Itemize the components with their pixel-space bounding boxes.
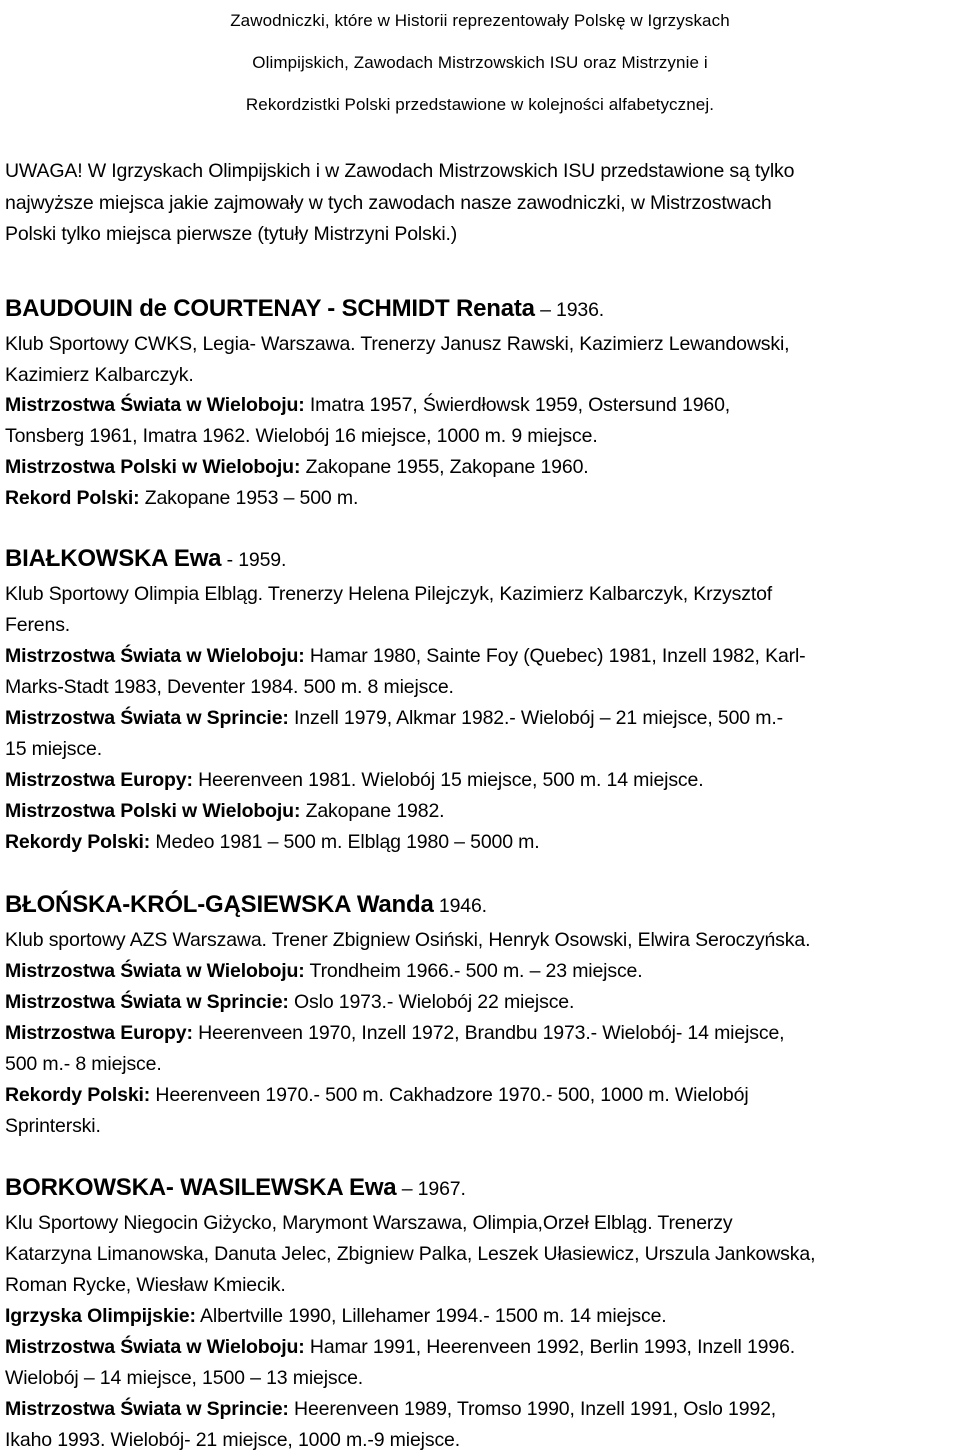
title-line: Olimpijskich, Zawodach Mistrzowskich ISU oraz Mistrzynie i (252, 53, 708, 72)
polish-records: Rekordy Polski: Heerenveen 1970.- 500 m. Cakhadzore 1970.- 500, 1000 m. Wielobój (5, 1084, 749, 1106)
world-championship-allround: Mistrzostwa Świata w Wieloboju: Trondheim 1966.- 500 m. – 23 miejsce. (5, 960, 643, 982)
athlete-name: BŁOŃSKA-KRÓL-GĄSIEWSKA Wanda (5, 891, 434, 918)
athlete-club: Klub Sportowy CWKS, Legia- Warszawa. Trenerzy Janusz Rawski, Kazimierz Lewandowski, (5, 333, 790, 355)
world-championship-sprint: Mistrzostwa Świata w Sprincie: Heerenveen 1989, Tromso 1990, Inzell 1991, Oslo 1992, (5, 1398, 777, 1420)
note-line: najwyższe miejsca jakie zajmowały w tych zawodach nasze zawodniczki, w Mistrzostwach (5, 192, 772, 214)
athlete-heading (5, 892, 487, 919)
note-line: Polski tylko miejsca pierwsze (tytuły Mistrzyni Polski.) (5, 223, 458, 245)
polish-records-cont: Sprinterski. (5, 1115, 101, 1137)
athlete-year: 1946. (433, 895, 487, 917)
athlete-name: BAUDOUIN de COURTENAY - SCHMIDT Renata (5, 295, 535, 322)
athlete-name: BORKOWSKA- WASILEWSKA Ewa (5, 1174, 397, 1201)
athlete-heading (5, 546, 286, 573)
world-championship-allround-cont: Wielobój – 14 miejsce, 1500 – 13 miejsce. (5, 1367, 364, 1389)
athlete-year: - 1959. (221, 549, 287, 571)
world-championship-allround-cont: Tonsberg 1961, Imatra 1962. Wielobój 16 miejsce, 1000 m. 9 miejsce. (5, 425, 598, 447)
world-championship-sprint: Mistrzostwa Świata w Sprincie: Inzell 1979, Alkmar 1982.- Wielobój – 21 miejsce, 500 m.- (5, 707, 783, 729)
athlete-heading (5, 1175, 466, 1202)
note-line: UWAGA! W Igrzyskach Olimpijskich i w Zawodach Mistrzowskich ISU przedstawione są tylko (5, 160, 795, 182)
european-championship-cont: 500 m.- 8 miejsce. (5, 1053, 162, 1075)
world-championship-allround: Mistrzostwa Świata w Wieloboju: Hamar 1991, Heerenveen 1992, Berlin 1993, Inzell 1996. (5, 1336, 796, 1358)
world-championship-allround: Mistrzostwa Świata w Wieloboju: Hamar 1980, Sainte Foy (Quebec) 1981, Inzell 1982, Karl- (5, 645, 806, 667)
athlete-year: – 1967. (396, 1178, 466, 1200)
world-championship-sprint: Mistrzostwa Świata w Sprincie: Oslo 1973.- Wielobój 22 miejsce. (5, 991, 575, 1013)
athlete-club: Roman Rycke, Wiesław Kmiecik. (5, 1274, 286, 1296)
athlete-name: BIAŁKOWSKA Ewa (5, 545, 222, 572)
polish-record: Rekord Polski: Zakopane 1953 – 500 m. (5, 487, 359, 509)
world-championship-allround-cont: Marks-Stadt 1983, Deventer 1984. 500 m. 8 miejsce. (5, 676, 454, 698)
polish-championship: Mistrzostwa Polski w Wieloboju: Zakopane 1982. (5, 800, 445, 822)
athlete-year: – 1936. (534, 299, 605, 321)
athlete-club: Klu Sportowy Niegocin Giżycko, Marymont Warszawa, Olimpia,Orzeł Elbląg. Trenerzy (5, 1212, 733, 1234)
polish-championship: Mistrzostwa Polski w Wieloboju: Zakopane 1955, Zakopane 1960. (5, 456, 589, 478)
document-title (0, 0, 960, 126)
athlete-club: Klub sportowy AZS Warszawa. Trener Zbigniew Osiński, Henryk Osowski, Elwira Seroczyńska. (5, 929, 811, 951)
athlete-club: Ferens. (5, 614, 71, 636)
polish-records: Rekordy Polski: Medeo 1981 – 500 m. Elbląg 1980 – 5000 m. (5, 831, 540, 853)
athlete-heading (5, 296, 604, 323)
world-championship-allround: Mistrzostwa Świata w Wieloboju: Imatra 1957, Świerdłowsk 1959, Ostersund 1960, (5, 394, 731, 416)
athlete-club: Katarzyna Limanowska, Danuta Jelec, Zbigniew Palka, Leszek Ułasiewicz, Urszula Jankowska, (5, 1243, 816, 1265)
olympic-games: Igrzyska Olimpijskie: Albertville 1990, Lillehamer 1994.- 1500 m. 14 miejsce. (5, 1305, 667, 1327)
world-championship-sprint-cont: 15 miejsce. (5, 738, 102, 760)
athlete-club: Kazimierz Kalbarczyk. (5, 364, 194, 386)
athlete-club: Klub Sportowy Olimpia Elbląg. Trenerzy Helena Pilejczyk, Kazimierz Kalbarczyk, Krzysztof (5, 583, 773, 605)
world-championship-sprint-cont: Ikaho 1993. Wielobój- 21 miejsce, 1000 m.-9 miejsce. (5, 1429, 461, 1451)
european-championship: Mistrzostwa Europy: Heerenveen 1981. Wielobój 15 miejsce, 500 m. 14 miejsce. (5, 769, 704, 791)
european-championship: Mistrzostwa Europy: Heerenveen 1970, Inzell 1972, Brandbu 1973.- Wielobój- 14 miejsce, (5, 1022, 785, 1044)
note-label: UWAGA! (5, 160, 83, 182)
title-line: Rekordzistki Polski przedstawione w kolejności alfabetycznej. (245, 95, 715, 114)
title-line: Zawodniczki, które w Historii reprezentowały Polskę w Igrzyskach (230, 11, 730, 30)
